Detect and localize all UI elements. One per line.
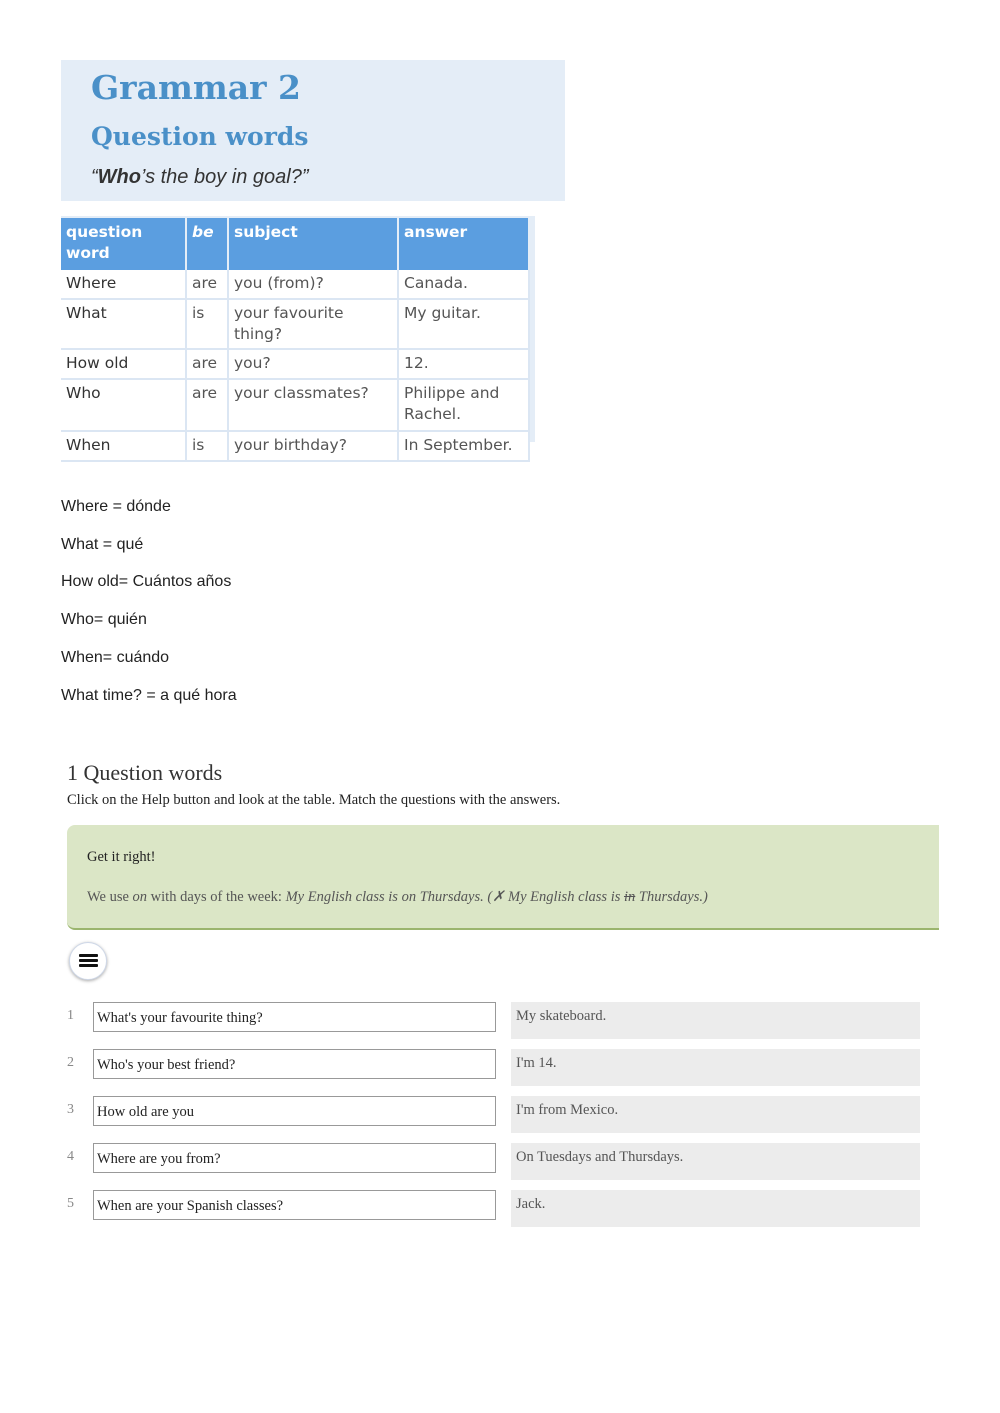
cell-be: is — [186, 299, 228, 349]
translation-line: What time? = a qué hora — [61, 687, 237, 704]
question-box[interactable]: When are your Spanish classes? — [93, 1190, 496, 1220]
example-quote: “Who’s the boy in goal?” — [91, 166, 309, 188]
cell-be: are — [186, 379, 228, 431]
cell-subject: your classmates? — [228, 379, 398, 431]
item-number: 5 — [67, 1196, 74, 1211]
answer-box[interactable]: I'm from Mexico. — [511, 1096, 920, 1133]
grammar-banner — [61, 60, 565, 201]
cell-answer: 12. — [398, 349, 529, 379]
answer-box[interactable]: On Tuesdays and Thursdays. — [511, 1143, 920, 1180]
translation-line: Where = dónde — [61, 498, 171, 515]
cell-be: are — [186, 270, 228, 299]
grammar-title: Grammar 2 — [91, 68, 302, 107]
tip-body: We use on with days of the week: My English class is on Thursdays. (✗ My English class is in Thursdays.) — [87, 889, 708, 905]
translation-line: When= cuándo — [61, 649, 170, 666]
tip-title: Get it right! — [87, 849, 156, 865]
header-subject: subject — [228, 218, 398, 270]
cell-be: is — [186, 431, 228, 461]
cell-subject: your birthday? — [228, 431, 398, 461]
cell-answer: My guitar. — [398, 299, 529, 349]
cell-question-word: How old — [61, 349, 186, 379]
cell-question-word: Who — [61, 379, 186, 431]
table-row — [61, 431, 529, 461]
grammar-table — [61, 218, 530, 462]
exercise-instructions: Click on the Help button and look at the table. Match the questions with the answers. — [67, 792, 561, 808]
tip-box — [67, 825, 939, 930]
answer-box[interactable]: Jack. — [511, 1190, 920, 1227]
answer-box[interactable]: I'm 14. — [511, 1049, 920, 1086]
item-number: 2 — [67, 1055, 74, 1070]
header-answer: answer — [398, 218, 529, 270]
item-number: 1 — [67, 1008, 74, 1023]
grammar-table-wrap — [61, 216, 535, 454]
question-box[interactable]: How old are you — [93, 1096, 496, 1126]
cell-question-word: What — [61, 299, 186, 349]
cell-be: are — [186, 349, 228, 379]
table-row — [61, 299, 529, 349]
grammar-subtitle: Question words — [91, 122, 309, 151]
translation-line: How old= Cuántos años — [61, 573, 232, 590]
question-box[interactable]: Who's your best friend? — [93, 1049, 496, 1079]
cell-subject: you? — [228, 349, 398, 379]
table-header-row — [61, 218, 529, 270]
translation-line: Who= quién — [61, 611, 147, 628]
cell-answer: Canada. — [398, 270, 529, 299]
cell-subject: your favourite thing? — [228, 299, 398, 349]
cell-answer: Philippe and Rachel. — [398, 379, 529, 431]
cell-answer: In September. — [398, 431, 529, 461]
table-row — [61, 349, 529, 379]
cell-question-word: When — [61, 431, 186, 461]
help-button[interactable] — [69, 942, 107, 980]
cell-subject: you (from)? — [228, 270, 398, 299]
item-number: 4 — [67, 1149, 74, 1164]
table-row — [61, 379, 529, 431]
answer-box[interactable]: My skateboard. — [511, 1002, 920, 1039]
table-row — [61, 270, 529, 299]
header-question-word: question word — [61, 218, 186, 270]
question-box[interactable]: Where are you from? — [93, 1143, 496, 1173]
header-be: be — [186, 218, 228, 270]
item-number: 3 — [67, 1102, 74, 1117]
translation-line: What = qué — [61, 536, 144, 553]
cell-question-word: Where — [61, 270, 186, 299]
question-box[interactable]: What's your favourite thing? — [93, 1002, 496, 1032]
exercise-title: 1 Question words — [67, 760, 223, 785]
